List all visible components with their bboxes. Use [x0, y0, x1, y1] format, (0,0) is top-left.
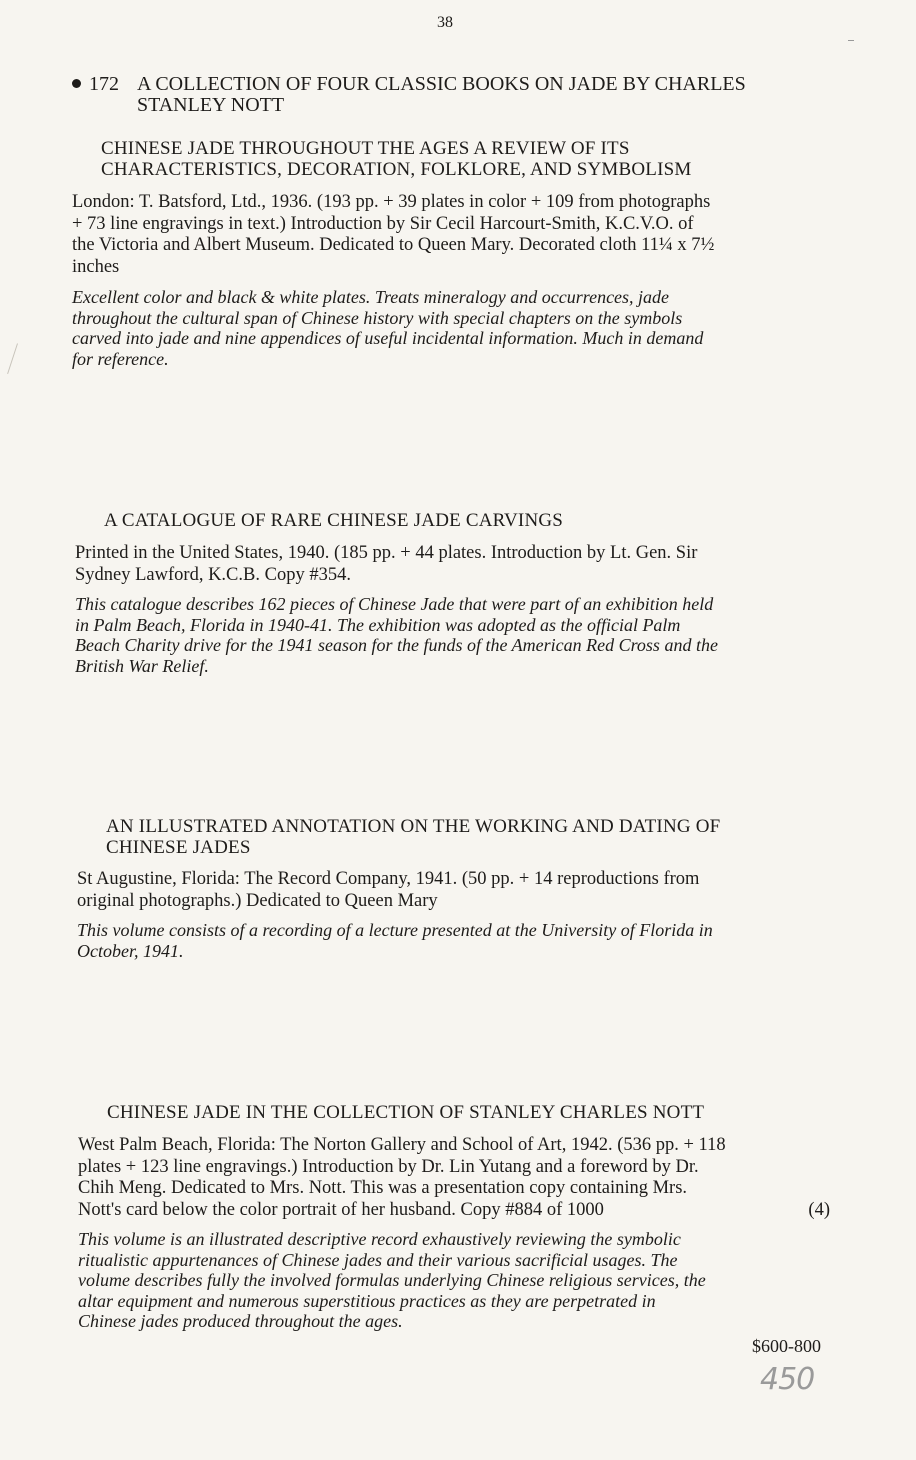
book-4-heading: CHINESE JADE IN THE COLLECTION OF STANLEY CHARLES NOTT: [107, 1102, 705, 1123]
lot-number: 172: [89, 73, 119, 95]
item-count: (4): [808, 1199, 830, 1220]
lot-title: A COLLECTION OF FOUR CLASSIC BOOKS ON JADE BY CHARLES STANLEY NOTT: [137, 73, 746, 116]
estimate-price: $600-800: [752, 1336, 821, 1356]
book-1-details: London: T. Batsford, Ltd., 1936. (193 pp. + 39 plates in color + 109 from photographs + 73 line engravings in text.) Introduction by Sir Cecil Harcourt-Smith, K.C.V.O. of the Victoria and Albert Museum. Dedicated to Queen Mary. Decorated cloth 11¼ x 7½ inches: [72, 192, 715, 277]
bullet-icon: [72, 79, 81, 88]
book-3-details: St Augustine, Florida: The Record Company, 1941. (50 pp. + 14 reproductions from original photographs.) Dedicated to Queen Mary: [77, 869, 700, 911]
book-4-description: This volume is an illustrated descriptive record exhaustively reviewing the symbolic ritualistic appurtenances of Chinese jades and their various sacrificial usages. The volume describes fully the involved formulas underlying Chinese religious services, the altar equipment and numerous superstitious practices as they are perpetrated in Chinese jades produced throughout the ages.: [78, 1229, 706, 1331]
book-2-details: Printed in the United States, 1940. (185 pp. + 44 plates. Introduction by Lt. Gen. Sir Sydney Lawford, K.C.B. Copy #354.: [75, 543, 698, 585]
stray-mark: [848, 40, 854, 41]
book-2-heading: A CATALOGUE OF RARE CHINESE JADE CARVINGS: [104, 510, 564, 531]
book-1-heading: CHINESE JADE THROUGHOUT THE AGES A REVIEW OF ITS CHARACTERISTICS, DECORATION, FOLKLORE, AND SYMBOLISM: [101, 138, 692, 180]
book-3-description: This volume consists of a recording of a lecture presented at the University of Florida in October, 1941.: [77, 920, 713, 961]
book-3-heading: AN ILLUSTRATED ANNOTATION ON THE WORKING AND DATING OF CHINESE JADES: [106, 816, 721, 858]
book-4-details: West Palm Beach, Florida: The Norton Gallery and School of Art, 1942. (536 pp. + 118 plates + 123 line engravings.) Introduction by Dr. Lin Yutang and a foreword by Dr. Chih Meng. Dedicated to Mrs. Nott. This was a presentation copy containing Mrs. Nott's card below the color portrait of her husband. Copy #884 of 1000 (4): [78, 1135, 830, 1220]
book-2-description: This catalogue describes 162 pieces of Chinese Jade that were part of an exhibition held in Palm Beach, Florida in 1940-41. The exhibition was adopted as the official Palm Beach Charity drive for the 1941 season for the funds of the American Red Cross and the British War Relief.: [75, 594, 718, 676]
page-number: 38: [437, 14, 453, 31]
margin-pencil-mark: [7, 343, 20, 374]
lot-header: [72, 74, 837, 116]
handwritten-price-note: 450: [760, 1362, 815, 1397]
book-1-description: Excellent color and black & white plates. Treats mineralogy and occurrences, jade throughout the cultural span of Chinese history with special chapters on the symbols carved into jade and nine appendices of useful incidental information. Much in demand for reference.: [72, 287, 704, 369]
